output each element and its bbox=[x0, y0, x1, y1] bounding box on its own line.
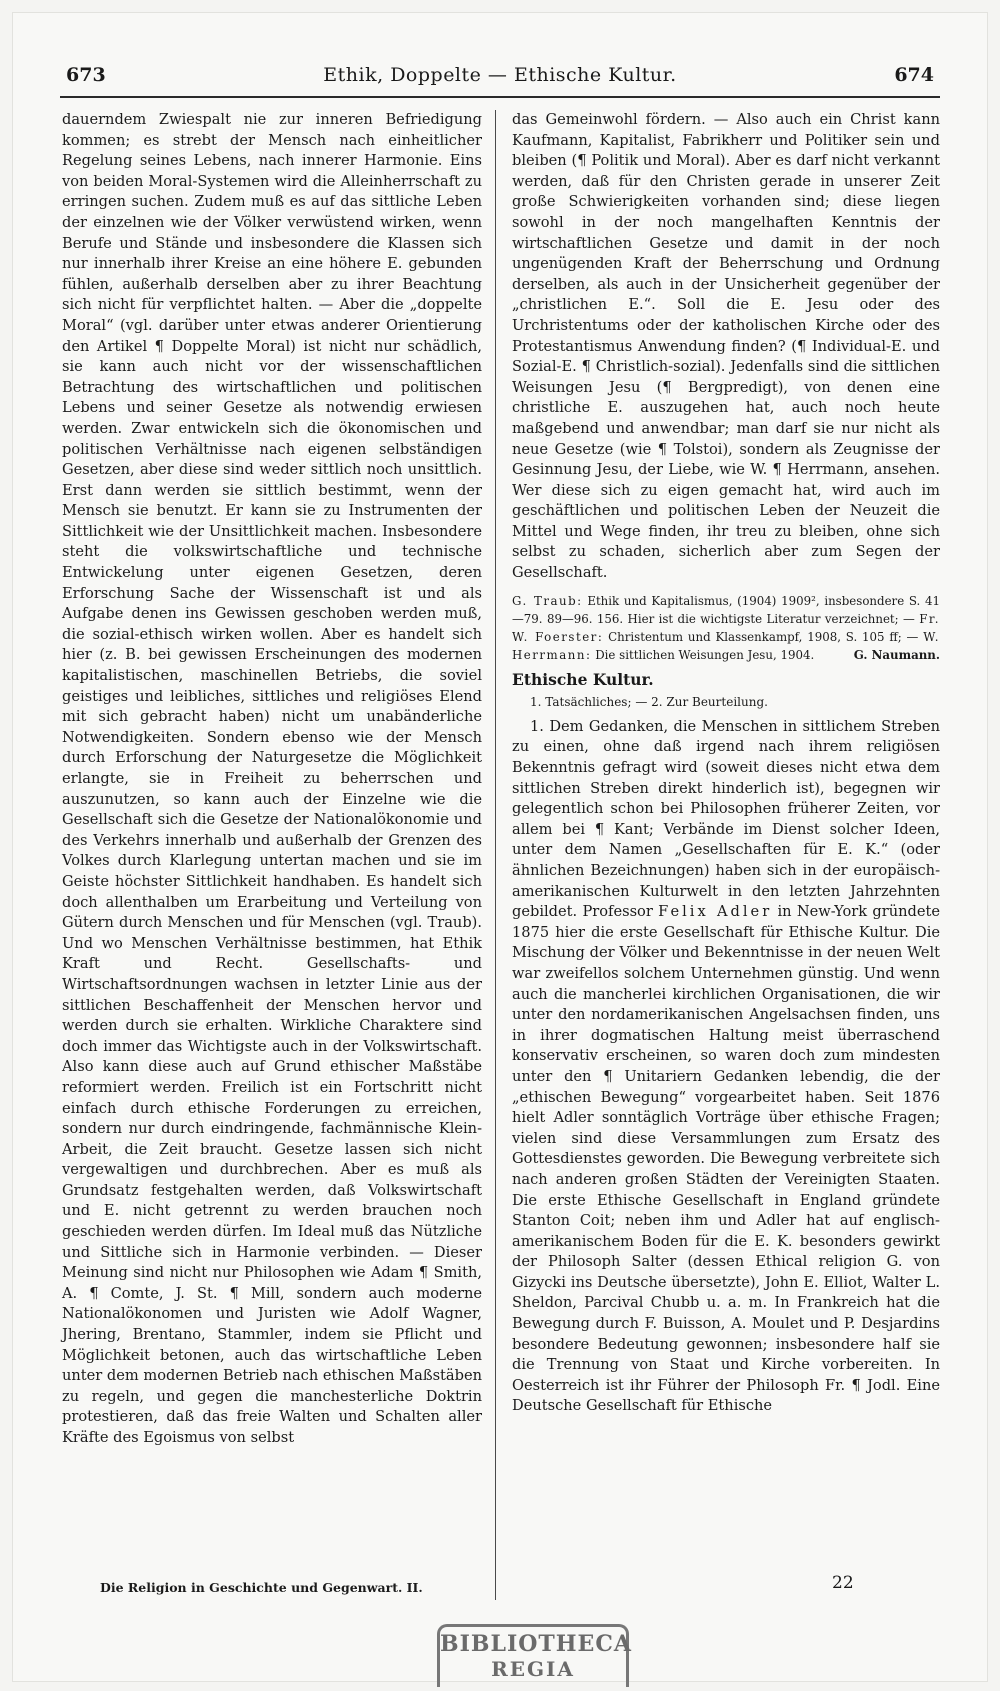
left-column bbox=[62, 110, 482, 1595]
sheet-number: 22 bbox=[832, 1573, 854, 1593]
left-column-text: dauerndem Zwiespalt nie zur inneren Befriedigung kommen; es strebt der Mensch nach einheitlicher Regelung seines Lebens, nach innerer Harmonie. Eins von beiden Moral-Systemen wird die Alleinherrschaft zu erringen suchen. Zudem muß es auf das sittliche Leben der einzelnen wie der Völker verwüstend wirken, wenn Berufe und Stände und insbesondere die Klassen sich nur innerhalb ihrer Kreise an eine höhere E. gebunden fühlen, außerhalb derselben aber zu ihrer Beachtung sich nicht für verpflichtet halten. — Aber die „doppelte Moral“ (vgl. darüber unter etwas anderer Orientierung den Artikel ¶ Doppelte Moral) ist nicht nur schädlich, sie kann auch nicht vor der wissenschaftlichen Betrachtung des wirtschaftlichen und politischen Lebens und seiner Gesetze als notwendig erwiesen werden. Zwar entwickeln sich die ökonomischen und politischen Verhältnisse nach eigenen selbständigen Gesetzen, aber diese sind weder sittlich noch unsittlich. Erst dann werden sie sittlich bestimmt, wenn der Mensch sie benutzt. Er kann sie zu Instrumenten der Sittlichkeit wie der Unsittlichkeit machen. Insbesondere steht die volkswirtschaftliche und technische Entwickelung unter eigenen Gesetzen, deren Erforschung Sache der Wissenschaft ist und als Aufgabe denen ins Gewissen geschoben werden muß, die sozial-ethisch wirken wollen. Aber es handelt sich hier (z. B. bei gewissen Erscheinungen des modernen kapitalistischen, maschinellen Betriebs, die soviel geistiges und leibliches, sittliches und religiöses Elend mit sich gebracht haben) nicht um unabänderliche Notwendigkeiten. Sondern ebenso wie der Mensch durch Erforschung der Naturgesetze die Möglichkeit erlangte, sie in Freiheit zu beherrschen und auszunutzen, so kann auch der Einzelne wie die Gesellschaft sich die Gesetze der Nationalökonomie und des Verkehrs innerhalb und außerhalb der Grenzen des Volkes durch Klarlegung untertan machen und sie im Geiste höchster Sittlichkeit handhaben. Es handelt sich doch allenthalben um Erarbeitung und Verteilung von Gütern durch Menschen und für Menschen (vgl. Traub). Und wo Menschen Verhältnisse bestimmen, hat Ethik Kraft und Recht. Gesellschafts- und Wirtschaftsordnungen wachsen in letzter Linie aus der sittlichen Beschaffenheit der Menschen hervor und werden durch sie erhalten. Wirkliche Charaktere sind doch immer das Wichtigste auch in der Volkswirtschaft. Also kann diese auch auf Grund ethischer Maßstäbe reformiert werden. Freilich ist ein Fortschritt nicht einfach durch ethische Forderungen zu erreichen, sondern nur durch eindringende, fachmännische Klein-Arbeit, die Zeit braucht. Gesetze lassen sich nicht vergewaltigen und durchbrechen. Aber es muß als Grundsatz festgehalten werden, daß Volkswirtschaft und E. nicht getrennt zu werden brauchen noch geschieden werden dürfen. Im Ideal muß das Nützliche und Sittliche sich in Harmonie verbinden. — Dieser Meinung sind nicht nur Philosophen wie Adam ¶ Smith, A. ¶ Comte, J. St. ¶ Mill, sondern auch moderne Nationalökonomen und Juristen wie Adolf Wagner, Jhering, Brentano, Stammler, indem sie Pflicht und Möglichkeit betonen, auch das wirtschaftliche Leben unter dem modernen Betrieb nach ethischen Maßstäben zu regeln, und gegen die manchesterliche Doktrin protestieren, daß das freie Walten und Schalten aller Kräfte des Egoismus von selbst bbox=[62, 111, 482, 1446]
ref-author-herrmann: W. Herrmann: bbox=[512, 629, 940, 662]
ref-herrmann: Die sittlichen Weisungen Jesu, 1904. bbox=[595, 647, 815, 662]
stamp-line-1: BIBLIOTHECA bbox=[440, 1631, 632, 1657]
section-text-b: in New-York gründete 1875 hier die erste Gesellschaft für Ethische Kultur. Die Mischung der Völker und Bekenntnisse in der neuen Welt war zweifellos solchem Unternehmen günstig. Und wenn auch die mancherlei kirchlichen Organisationen, die wir unter den nordamerikanischen Angelsachsen finden, uns in ihrer dogmatischen Haltung meist überraschend konservativ erscheinen, so waren doch zum mindesten unter den ¶ Unitariern Gedanken lebendig, die der „ethischen Bewegung“ vorgearbeitet haben. Seit 1876 hielt Adler sonntäglich Vorträge über ethische Fragen; vielen sind diese Versammlungen zum Ersatz des Gottesdienstes geworden. Die Bewegung verbreitete sich nach anderen großen Städten der Vereinigten Staaten. Die erste Ethische Gesellschaft in England gründete Stanton Coit; neben ihm und Adler hat auf englisch-amerikanischem Boden für die E. K. besonders gewirkt der Philosoph Salter (dessen Ethical religion G. von Gizycki ins Deutsche übersetzte), John E. Elliot, Walter L. Sheldon, Parcival Chubb u. a. m. In Frankreich hat die Bewegung durch F. Buisson, A. Moulet und P. Desjardins besondere Bedeutung gewonnen; insbesondere half sie die Trennung von Staat und Kirche vorbereiten. In Oesterreich ist ihr Führer der Philosoph Fr. ¶ Jodl. Eine Deutsche Gesellschaft für Ethische bbox=[512, 903, 941, 1415]
column-divider bbox=[495, 110, 496, 1600]
section-title: Ethische Kultur. bbox=[512, 669, 654, 689]
stamp-line-2: REGIA bbox=[491, 1657, 575, 1681]
section-text-a: 1. Dem Gedanken, die Menschen in sittlichem Streben zu einen, ohne daß irgend nach ihrem religiösen Bekenntnis gefragt wird (soweit dieses nicht etwa dem sittlichen Streben direkt hinderlich ist), begegnen wir gelegentlich schon bei Philosophen früherer Zeiten, vor allem bei ¶ Kant; Verbände im Dienst solcher Ideen, unter dem Namen „Gesellschaften für E. K.“ (oder ähnlichen Bezeichnungen) haben sich in der europäisch-amerikanischen Kulturwelt in den letzten Jahrzehnten gebildet. Professor bbox=[512, 717, 940, 921]
section-body bbox=[512, 717, 940, 1417]
series-footer: Die Religion in Geschichte und Gegenwart. II. bbox=[100, 1580, 423, 1595]
ref-author-foerster: Fr. W. Foerster: bbox=[512, 611, 940, 644]
right-column bbox=[512, 110, 940, 1595]
bibliography bbox=[512, 592, 940, 664]
ref-foerster: Christentum und Klassenkampf, 1908, S. 105 ff; — bbox=[608, 629, 919, 644]
page-number-right: 674 bbox=[894, 64, 934, 86]
page-number-left: 673 bbox=[66, 64, 106, 86]
ref-traub: Ethik und Kapitalismus, (1904) 1909², insbesondere S. 41—79. 89—96. 156. Hier ist die wichtigste Literatur verzeichnet; — bbox=[512, 593, 941, 626]
article-signature: G. Naumann. bbox=[853, 647, 940, 662]
library-stamp bbox=[437, 1624, 632, 1687]
page-header bbox=[60, 62, 940, 98]
running-title: Ethik, Doppelte — Ethische Kultur. bbox=[323, 64, 677, 86]
name-felix-adler: Felix Adler bbox=[658, 903, 773, 921]
section-toc: 1. Tatsächliches; — 2. Zur Beurteilung. bbox=[530, 695, 768, 710]
right-column-intro: das Gemeinwohl fördern. — Also auch ein Christ kann Kaufmann, Kapitalist, Fabrikherr und Politiker sein und bleiben (¶ Politik und Moral). Aber es darf nicht verkannt werden, daß für den Christen gerade in unserer Zeit große Schwierigkeiten vorhanden sind; diese liegen sowohl in der noch mangelhaften Kenntnis der wirtschaftlichen Gesetze und damit in der noch ungenügenden Kraft der Beherrschung und Ordnung derselben, als auch in der Unsicherheit gegenüber der „christlichen E.“. Soll die E. Jesu oder des Urchristentums oder der katholischen Kirche oder des Protestantismus Anwendung finden? (¶ Individual-E. und Sozial-E. ¶ Christlich-sozial). Jedenfalls sind die sittlichen Weisungen Jesu (¶ Bergpredigt), von denen eine christliche E. auszugehen hat, auch noch heute maßgebend und anwendbar; man darf sie nur nicht als neue Gesetze (wie ¶ Tolstoi), sondern als Zeugnisse der Gesinnung Jesu, der Liebe, wie W. ¶ Herrmann, ansehen. Wer diese sich zu eigen gemacht hat, wird auch im geschäftlichen und politischen Leben der Neuzeit die Mittel und Wege finden, ihr treu zu bleiben, ohne sich selbst zu schaden, sicherlich aber zum Segen der Gesellschaft. bbox=[512, 111, 940, 582]
ref-author-traub: G. Traub: bbox=[512, 593, 583, 608]
